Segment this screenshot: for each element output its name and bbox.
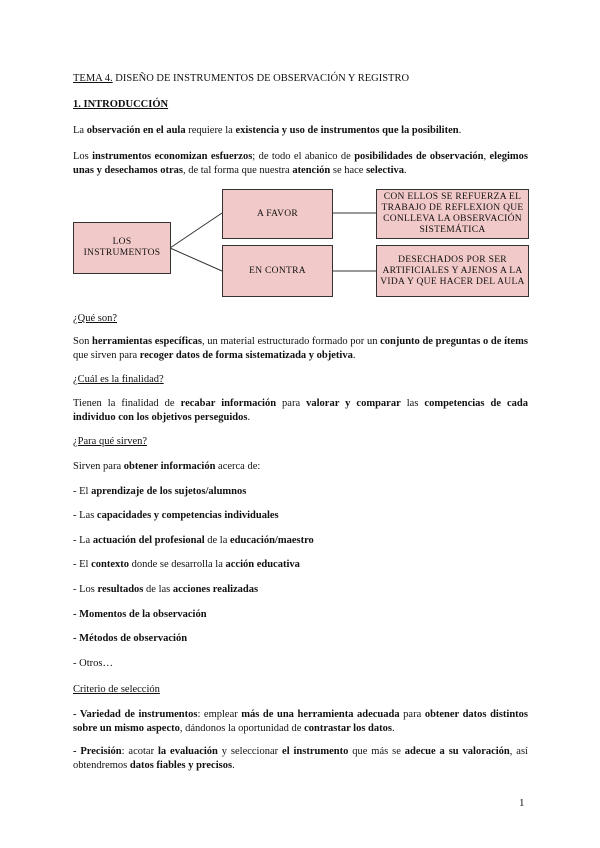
criterio-paragraph-2: - Precisión: acotar la evaluación y seleccionar el instrumento que más se adecue a su valoración, así obtendremos datos fiables y precisos. bbox=[73, 746, 528, 771]
connector-contra bbox=[170, 248, 222, 271]
box-los-instrumentos: LOS INSTRUMENTOS bbox=[73, 222, 171, 274]
list-item: - Los resultados de las acciones realizadas bbox=[73, 584, 259, 595]
para-que-intro: Sirven para obtener información acerca de: bbox=[73, 461, 261, 472]
intro-paragraph-2: Los instrumentos economizan esfuerzos; de todo el abanico de posibilidades de observación, elegimos unas y desechamos otras, de tal forma que nuestra atención se hace selectiva. bbox=[73, 151, 529, 176]
list-item: - Métodos de observación bbox=[73, 633, 188, 644]
box-contra-description: DESECHADOS POR SER ARTIFICIALES Y AJENOS A LA VIDA Y QUE HACER DEL AULA bbox=[376, 245, 529, 297]
list-item: - Las capacidades y competencias individuales bbox=[73, 510, 279, 521]
list-item: - La actuación del profesional de la educación/maestro bbox=[73, 535, 314, 546]
page-number: 1 bbox=[519, 797, 525, 809]
box-en-contra: EN CONTRA bbox=[222, 245, 333, 297]
list-item: - El contexto donde se desarrolla la acción educativa bbox=[73, 559, 300, 570]
box-a-favor: A FAVOR bbox=[222, 189, 333, 239]
list-item: - Otros… bbox=[73, 658, 113, 669]
connector-favor bbox=[170, 213, 222, 248]
heading-finalidad: ¿Cuál es la finalidad? bbox=[73, 374, 164, 385]
criterio-paragraph-1: - Variedad de instrumentos: emplear más de una herramienta adecuada para obtener datos distintos sobre un mismo aspecto, dándonos la oportunidad de contrastar los datos. bbox=[73, 709, 528, 734]
title-rest: DISEÑO DE INSTRUMENTOS DE OBSERVACIÓN Y REGISTRO bbox=[112, 73, 410, 84]
list-item: - El aprendizaje de los sujetos/alumnos bbox=[73, 486, 247, 497]
heading-criterio: Criterio de selección bbox=[73, 684, 160, 695]
intro-paragraph-1: La observación en el aula requiere la existencia y uso de instrumentos que la posibiliten. bbox=[73, 125, 462, 136]
finalidad-paragraph: Tienen la finalidad de recabar información para valorar y comparar las competencias de cada individuo con los objetivos perseguidos. bbox=[73, 398, 528, 423]
heading-que-son: ¿Qué son? bbox=[73, 313, 118, 324]
title-tema: TEMA 4. bbox=[73, 73, 113, 84]
que-son-paragraph: Son herramientas específicas, un material estructurado formado por un conjunto de preguntas o de ítems que sirven para recoger datos de forma sistematizada y objetiva. bbox=[73, 336, 529, 361]
list-item: - Momentos de la observación bbox=[73, 609, 207, 620]
box-favor-description: CON ELLOS SE REFUERZA EL TRABAJO DE REFLEXION QUE CONLLEVA LA OBSERVACIÓN SISTEMÁTICA bbox=[376, 189, 529, 239]
heading-para-que: ¿Para qué sirven? bbox=[73, 436, 148, 447]
section-heading-introduccion: 1. INTRODUCCIÓN bbox=[73, 99, 169, 110]
